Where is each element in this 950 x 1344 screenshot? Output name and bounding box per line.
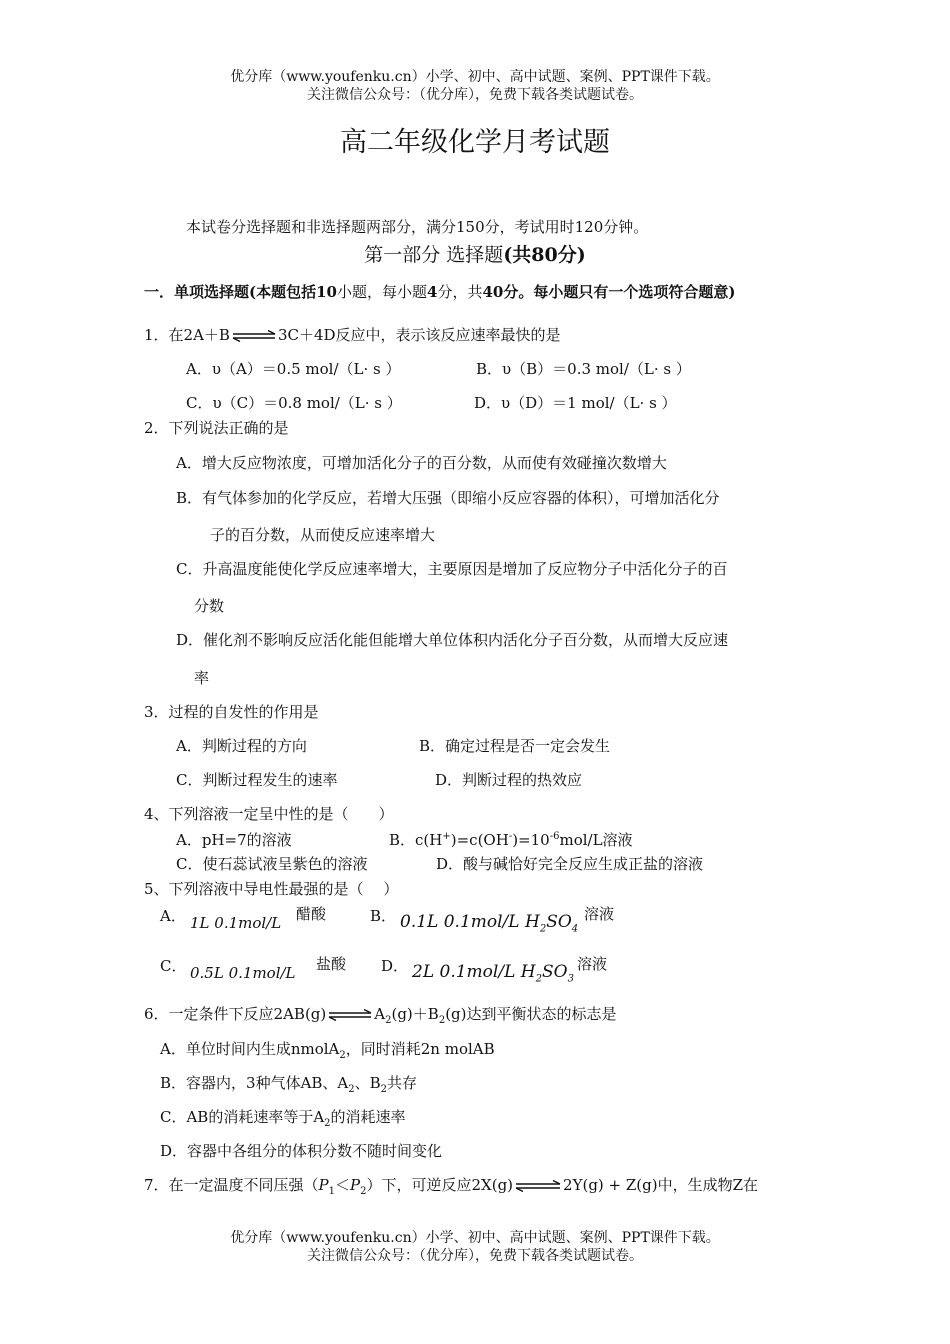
option-text: ，同时消耗2n molAB: [345, 1040, 495, 1058]
question-1-option-d: D．υ（D）＝1 mol/（L· s ）: [474, 394, 677, 412]
question-2-option-d: D．催化剂不影响反应活化能但能增大单位体积内活化分子百分数，从而增大反应速: [176, 631, 729, 649]
section-total: 40: [482, 283, 504, 301]
subscript: 4: [571, 923, 579, 935]
question-4-option-c: C．使石蕊试液呈紫色的溶液: [176, 855, 368, 873]
question-2-option-d-cont: 率: [194, 669, 210, 687]
section-heading: [144, 281, 735, 302]
option-text: )=10: [512, 831, 550, 849]
equilibrium-arrow-icon: [515, 1180, 561, 1192]
question-5-option-d-label: D．: [381, 957, 409, 975]
section-desc: 分。每小题只有一个选项符合题意): [503, 283, 736, 301]
option-text: 共存: [387, 1074, 418, 1092]
equilibrium-arrow-icon: [328, 1009, 372, 1021]
question-3-stem: 3．过程的自发性的作用是: [144, 703, 319, 721]
question-2-option-b-cont: 子的百分数，从而使反应速率增大: [210, 526, 436, 544]
superscript: +: [442, 831, 451, 842]
subscript: 2: [535, 973, 542, 985]
question-4-option-d: D．酸与碱恰好完全反应生成正盐的溶液: [436, 855, 704, 873]
subscript: 2: [380, 1084, 388, 1095]
formula-text: 2L 0.1mol/L H: [412, 962, 536, 982]
question-3-option-b: B．确定过程是否一定会发生: [419, 737, 611, 755]
exam-intro: 本试卷分选择题和非选择题两部分，满分150分，考试用时120分钟。: [186, 218, 649, 236]
option-text: 、B: [354, 1074, 381, 1092]
question-5-option-d-formula: [412, 962, 574, 984]
question-6-option-d: D．容器中各组分的体积分数不随时间变化: [160, 1142, 443, 1160]
section-desc: 分，共: [437, 283, 483, 301]
question-5-option-a-label: A．: [160, 907, 186, 925]
formula-text: SO: [541, 962, 568, 982]
question-6-stem: [144, 1003, 617, 1026]
question-6-text: 6．一定条件下反应2AB(g): [144, 1005, 327, 1023]
question-7-text: 2Y(g) + Z(g)中，生成物Z在: [563, 1176, 759, 1194]
question-5-stem: 5、下列溶液中导电性最强的是（ ）: [144, 880, 399, 898]
header-line-2: 关注微信公众号：（优分库），免费下载各类试题试卷。: [307, 87, 643, 103]
question-5-option-d-suffix: 溶液: [577, 955, 608, 973]
question-2-option-c-cont: 分数: [194, 597, 225, 615]
subscript: 2: [360, 1186, 367, 1197]
question-6-option-c: [160, 1106, 406, 1129]
part-score: (共80分): [503, 244, 586, 266]
question-6-text: (g)＋B: [391, 1005, 439, 1023]
question-2-option-b: B．有气体参加的化学反应，若增大压强（即缩小反应容器的体积），可增加活化分: [176, 489, 720, 507]
question-4-option-b: [389, 829, 633, 850]
question-1-stem: [144, 324, 561, 345]
section-desc: (本题包括: [249, 283, 317, 301]
footer-line-2: 关注微信公众号：（优分库），免费下载各类试题试卷。: [307, 1248, 643, 1264]
question-2-stem: 2．下列说法正确的是: [144, 419, 289, 437]
option-text: C．AB的消耗速率等于A: [160, 1108, 325, 1126]
question-7-stem: [144, 1174, 758, 1197]
part-label: 第一部分 选择题: [364, 244, 504, 266]
option-text: mol/L溶液: [559, 831, 633, 849]
question-6-text: (g)达到平衡状态的标志是: [445, 1005, 617, 1023]
question-3-option-c: C．判断过程发生的速率: [176, 771, 338, 789]
question-1-option-c: C．υ（C）＝0.8 mol/（L· s ）: [186, 394, 402, 412]
question-6-option-b: [160, 1072, 417, 1095]
question-5-option-a-formula: 1L 0.1mol/L: [190, 914, 282, 932]
subscript: 2: [438, 1015, 446, 1026]
formula-text: 0.1L 0.1mol/L H: [400, 912, 540, 932]
question-7-text: ）下，可逆反应2X(g): [366, 1176, 514, 1194]
section-count: 10: [316, 283, 337, 301]
question-2-option-c: C．升高温度能使化学反应速率增大，主要原因是增加了反应物分子中活化分子的百: [176, 560, 728, 578]
question-7-text: ＜: [335, 1176, 351, 1194]
question-1-text: 3C＋4D反应中，表示该反应速率最快的是: [277, 326, 561, 344]
question-3-option-d: D．判断过程的热效应: [435, 771, 583, 789]
question-1-text: 1．在2A＋B: [144, 326, 230, 344]
footer-line-1: 优分库（www.youfenku.cn）小学、初中、高中试题、案例、PPT课件下载。: [230, 1230, 720, 1246]
subscript: 3: [567, 973, 574, 985]
question-7-text: 7．在一定温度不同压强（: [144, 1176, 319, 1194]
question-5-option-c-suffix: 盐酸: [316, 955, 347, 973]
question-4-stem: 4、下列溶液一定呈中性的是（ ）: [144, 805, 394, 823]
question-2-option-a: A．增大反应物浓度，可增加活化分子的百分数，从而使有效碰撞次数增大: [176, 454, 667, 472]
subscript: 1: [328, 1186, 336, 1197]
question-6-text: A: [374, 1005, 386, 1023]
part-heading: [0, 240, 950, 267]
option-text: 的消耗速率: [330, 1108, 406, 1126]
superscript: -: [508, 831, 513, 842]
option-text: B．c(H: [389, 831, 443, 849]
question-5-option-b-suffix: 溶液: [584, 905, 615, 923]
question-3-option-a: A．判断过程的方向: [176, 737, 307, 755]
question-6-option-a: [160, 1038, 495, 1061]
question-4-option-a: A．pH=7的溶液: [176, 831, 292, 849]
subscript: 2: [339, 1050, 346, 1061]
formula-text: SO: [546, 912, 572, 932]
section-label: 一．单项选择题: [144, 283, 250, 301]
question-1-option-b: B．υ（B）＝0.3 mol/（L· s ）: [476, 360, 691, 378]
page-title: 高二年级化学月考试题: [340, 127, 610, 158]
section-points: 4: [427, 283, 438, 301]
pressure-symbol: P: [318, 1176, 329, 1194]
subscript: 2: [324, 1118, 331, 1129]
option-text: B．容器内，3种气体AB、A: [160, 1074, 349, 1092]
question-5-option-c-label: C．: [160, 957, 187, 975]
question-1-option-a: A．υ（A）＝0.5 mol/（L· s ）: [186, 360, 401, 378]
subscript: 2: [385, 1015, 392, 1026]
question-5-option-b-label: B．: [370, 907, 397, 925]
superscript: -6: [549, 831, 560, 842]
option-text: )=c(OH: [450, 831, 509, 849]
question-5-option-b-formula: [400, 912, 578, 934]
question-5-option-a-suffix: 醋酸: [296, 905, 327, 923]
option-text: A．单位时间内生成nmolA: [160, 1040, 340, 1058]
equilibrium-arrow-icon: [232, 330, 276, 342]
pressure-symbol: P: [350, 1176, 361, 1194]
subscript: 2: [539, 923, 547, 935]
question-5-option-c-formula: 0.5L 0.1mol/L: [190, 964, 296, 982]
section-desc: 小题，每小题: [337, 283, 428, 301]
subscript: 2: [348, 1084, 355, 1095]
header-line-1: 优分库（www.youfenku.cn）小学、初中、高中试题、案例、PPT课件下载。: [230, 69, 720, 85]
